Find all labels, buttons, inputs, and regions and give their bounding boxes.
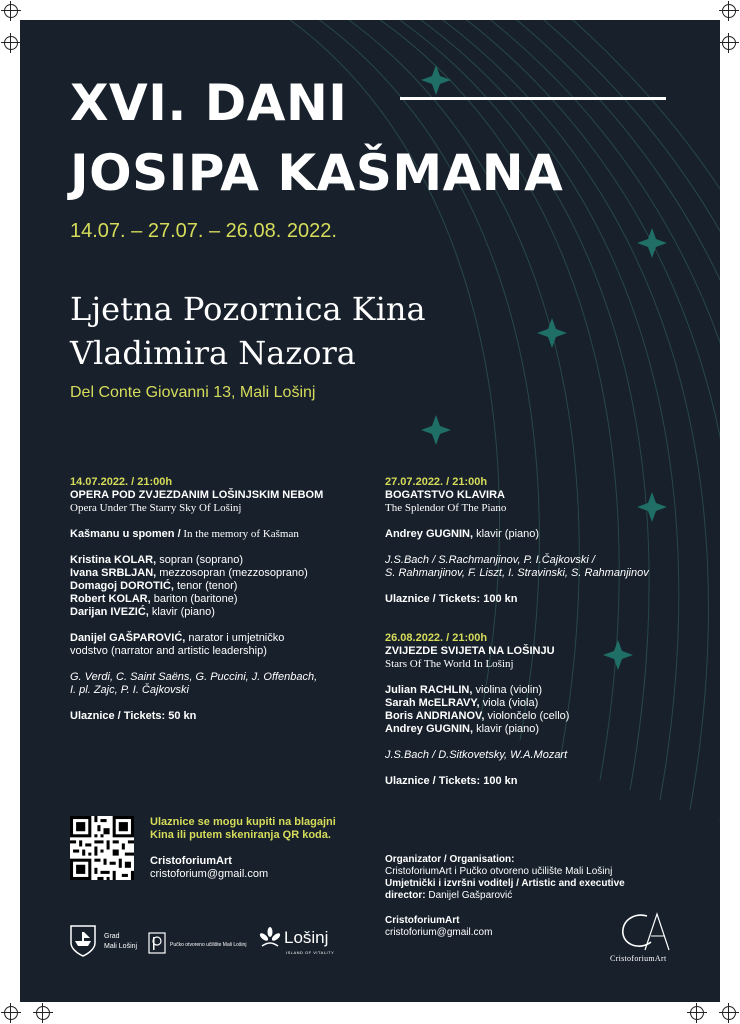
event-1-performer: Ivana SRBLJAN, mezzosopran (mezzosoprano) — [70, 567, 308, 579]
event-1-performer: Domagoj DOROTIĆ, tenor (tenor) — [70, 580, 238, 592]
cristoforium-logo-text: CristoforiumArt — [610, 954, 667, 963]
pou-logo — [148, 932, 258, 956]
event-3-performer: Boris ANDRIANOV, violončelo (cello) — [385, 710, 570, 722]
event-1-performer: Darijan IVEZIĆ, klavir (piano) — [70, 606, 215, 618]
registration-mark-bottom-left — [4, 1006, 18, 1020]
event-1-tickets: Ulaznice / Tickets: 50 kn — [70, 710, 197, 722]
registration-mark-right-lower — [690, 1006, 704, 1020]
event-2-date: 27.07.2022. / 21:00h — [385, 476, 488, 488]
festival-dates: 14.07. – 27.07. – 26.08. 2022. — [70, 220, 337, 242]
event-1 — [70, 476, 370, 723]
event-1-narrator: Danijel GAŠPAROVIĆ, narator i umjetničko — [70, 632, 285, 644]
losinj-flower-icon — [258, 926, 282, 950]
event-1-composers: G. Verdi, C. Saint Saëns, G. Puccini, J. Offenbach, — [70, 671, 318, 683]
organization-info — [385, 854, 645, 939]
event-1-memory-hr: Kašmanu u spomen / — [70, 528, 181, 540]
grad-mali-losinj-logo — [70, 925, 150, 965]
event-1-date: 14.07.2022. / 21:00h — [70, 476, 173, 488]
organization-org: CristoforiumArt — [385, 915, 460, 926]
event-1-narrator-role: vodstvo (narrator and artistic leadership) — [70, 645, 267, 657]
registration-mark-top-left — [4, 4, 18, 18]
event-3-subtitle: Stars Of The World In Lošinj — [385, 658, 514, 670]
registration-mark-top-right — [722, 4, 736, 18]
registration-mark-right-upper — [722, 36, 736, 50]
venue-line-1: Ljetna Pozornica Kina — [70, 290, 426, 328]
purchase-line-2: Kina ili putem skeniranja QR koda. — [150, 829, 331, 841]
event-3 — [385, 632, 685, 788]
director-label: Umjetnički i izvršni voditelj / Artistic and executive — [385, 878, 625, 889]
event-3-tickets: Ulaznice / Tickets: 100 kn — [385, 775, 518, 787]
purchase-line-1: Ulaznice se mogu kupiti na blagajni — [150, 816, 336, 828]
contact-org: CristoforiumArt — [150, 855, 232, 867]
organization-value: CristoforiumArt i Pučko otvoreno učilište Mali Lošinj — [385, 866, 613, 877]
event-3-performer: Andrey GUGNIN, klavir (piano) — [385, 723, 540, 735]
event-2-composers: J.S.Bach / S.Rachmanjinov, P. I.Čajkovski / — [385, 554, 595, 566]
title-line-1: XVI. DANI — [70, 74, 348, 132]
organization-label: Organizator / Organisation: — [385, 854, 515, 865]
event-2-performer: Andrey GUGNIN, klavir (piano) — [385, 528, 540, 540]
qr-code[interactable] — [70, 816, 134, 880]
event-2-title: BOGATSTVO KLAVIRA — [385, 489, 505, 501]
registration-mark-left-upper — [4, 36, 18, 50]
poster — [20, 20, 720, 1002]
losinj-logo-tagline: ISLAND OF VITALITY — [286, 950, 335, 955]
cristoforium-monogram-icon — [615, 910, 675, 954]
registration-mark-left-lower — [36, 1006, 50, 1020]
venue-address: Del Conte Giovanni 13, Mali Lošinj — [70, 384, 316, 401]
title-rule — [400, 97, 666, 100]
grad-logo-line-2: Mali Lošinj — [104, 943, 138, 950]
event-2-tickets: Ulaznice / Tickets: 100 kn — [385, 593, 518, 605]
event-2-subtitle: The Splendor Of The Piano — [385, 502, 507, 514]
purchase-info — [150, 816, 370, 881]
registration-mark-bottom-right — [722, 1006, 736, 1020]
event-1-performer: Robert KOLAR, bariton (baritone) — [70, 593, 238, 605]
event-3-composers: J.S.Bach / D.Sitkovetsky, W.A.Mozart — [385, 749, 568, 761]
organization-email[interactable]: cristoforium@gmail.com — [385, 927, 493, 938]
event-3-performer: Sarah McELRAVY, viola (viola) — [385, 697, 539, 709]
event-2 — [385, 476, 685, 606]
losinj-logo — [258, 926, 358, 962]
title-line-2: JOSIPA KAŠMANA — [70, 144, 564, 202]
event-1-performer: Kristina KOLAR, sopran (soprano) — [70, 554, 244, 566]
event-1-subtitle: Opera Under The Starry Sky Of Lošinj — [70, 502, 242, 514]
event-1-memory-en: In the memory of Kašman — [180, 528, 299, 540]
venue-line-2: Vladimira Nazora — [70, 334, 356, 372]
pou-logo-icon — [148, 932, 166, 954]
event-3-title: ZVIJEZDE SVIJETA NA LOŠINJU — [385, 645, 555, 657]
grad-logo-line-1: Grad — [104, 933, 120, 940]
event-1-memory — [70, 528, 370, 541]
cristoforium-logo — [610, 910, 680, 966]
director: director: Danijel Gašparović — [385, 890, 513, 901]
event-3-date: 26.08.2022. / 21:00h — [385, 632, 488, 644]
city-coat-of-arms-icon — [70, 925, 96, 957]
event-1-composers-2: I. pl. Zajc, P. I. Čajkovski — [70, 684, 190, 696]
event-2-composers-2: S. Rahmanjinov, F. Liszt, I. Stravinski, S. Rahmanjinov — [385, 567, 649, 579]
losinj-logo-text: Lošinj — [284, 928, 329, 947]
pou-logo-text: Pučko otvoreno učilište Mali Lošinj — [170, 942, 247, 948]
event-1-title: OPERA POD ZVJEZDANIM LOŠINJSKIM NEBOM — [70, 489, 324, 501]
contact-email[interactable]: cristoforium@gmail.com — [150, 868, 269, 880]
event-3-performer: Julian RACHLIN, violina (violin) — [385, 684, 543, 696]
